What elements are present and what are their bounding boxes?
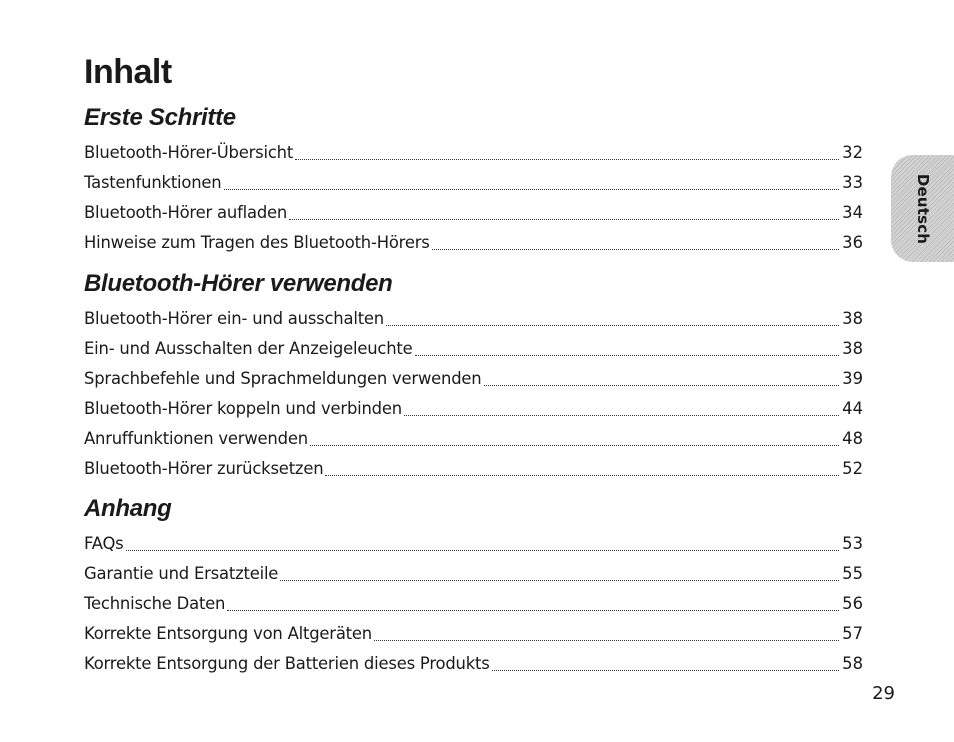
toc-entry[interactable] — [84, 198, 863, 228]
language-tab-label: Deutsch — [913, 173, 932, 244]
toc-entry-page: 55 — [842, 564, 863, 583]
dot-leader — [374, 639, 839, 641]
toc-entry-page: 36 — [842, 233, 863, 252]
toc-entry-page: 33 — [842, 173, 863, 192]
dot-leader — [126, 549, 840, 551]
page-title: Inhalt — [84, 53, 172, 91]
dot-leader — [224, 188, 840, 190]
toc-entry-page: 48 — [842, 429, 863, 448]
toc-entry[interactable] — [84, 364, 863, 394]
toc-entry-label: Korrekte Entsorgung von Altgeräten — [84, 624, 372, 643]
toc-entry-label: Bluetooth-Hörer ein- und ausschalten — [84, 309, 384, 328]
dot-leader — [295, 158, 839, 160]
dot-leader — [415, 354, 840, 356]
toc-section-erste-schritte — [84, 102, 863, 258]
toc-entry-label: Tastenfunktionen — [84, 173, 222, 192]
toc-entry-page: 32 — [842, 143, 863, 162]
toc-entry-label: Bluetooth-Hörer-Übersicht — [84, 143, 294, 162]
toc-entry-label: Sprachbefehle und Sprachmeldungen verwenden — [84, 369, 482, 388]
toc-entry[interactable] — [84, 649, 863, 679]
dot-leader — [310, 444, 839, 446]
toc-entry-label: FAQs — [84, 534, 124, 553]
toc-entry[interactable] — [84, 454, 863, 484]
dot-leader — [289, 218, 839, 220]
dot-leader — [227, 609, 839, 611]
toc-entry[interactable] — [84, 394, 863, 424]
toc-entry[interactable] — [84, 424, 863, 454]
toc-entry-page: 52 — [842, 459, 863, 478]
toc-entry-page: 58 — [842, 654, 863, 673]
dot-leader — [404, 414, 839, 416]
toc-entry[interactable] — [84, 589, 863, 619]
toc-entry[interactable] — [84, 138, 863, 168]
dot-leader — [492, 669, 840, 671]
dot-leader — [280, 579, 839, 581]
toc-entry[interactable] — [84, 334, 863, 364]
toc-entry[interactable] — [84, 559, 863, 589]
toc-entry-label: Korrekte Entsorgung der Batterien dieses Produkts — [84, 654, 490, 673]
toc-entry-page: 57 — [842, 624, 863, 643]
toc-entry[interactable] — [84, 619, 863, 649]
dot-leader — [386, 324, 839, 326]
toc-entry[interactable] — [84, 529, 863, 559]
language-tab — [891, 155, 954, 262]
section-heading: Bluetooth-Hörer verwenden — [84, 270, 393, 297]
toc-section-bluetooth-hoerer-verwenden — [84, 268, 863, 484]
toc-entry-page: 38 — [842, 339, 863, 358]
toc-entry[interactable] — [84, 228, 863, 258]
page-number: 29 — [872, 683, 895, 704]
toc-entry-label: Bluetooth-Hörer koppeln und verbinden — [84, 399, 402, 418]
toc-section-anhang — [84, 493, 863, 679]
toc-entry-label: Ein- und Ausschalten der Anzeigeleuchte — [84, 339, 413, 358]
toc-entry-page: 38 — [842, 309, 863, 328]
toc-entry-page: 56 — [842, 594, 863, 613]
toc-entry-label: Technische Daten — [84, 594, 226, 613]
toc-entry-page: 34 — [842, 203, 863, 222]
dot-leader — [325, 474, 839, 476]
section-heading: Anhang — [84, 495, 172, 522]
toc-entry-label: Hinweise zum Tragen des Bluetooth-Hörers — [84, 233, 430, 252]
section-heading: Erste Schritte — [84, 104, 236, 131]
dot-leader — [484, 384, 840, 386]
toc-entry-page: 53 — [842, 534, 863, 553]
toc-entry-page: 39 — [842, 369, 863, 388]
dot-leader — [432, 248, 840, 250]
toc-entry-label: Bluetooth-Hörer aufladen — [84, 203, 288, 222]
toc-entry-label: Bluetooth-Hörer zurücksetzen — [84, 459, 324, 478]
toc-entry-label: Garantie und Ersatzteile — [84, 564, 279, 583]
toc-entry[interactable] — [84, 168, 863, 198]
toc-entry-label: Anruffunktionen verwenden — [84, 429, 308, 448]
toc-entry[interactable] — [84, 304, 863, 334]
toc-entry-page: 44 — [842, 399, 863, 418]
